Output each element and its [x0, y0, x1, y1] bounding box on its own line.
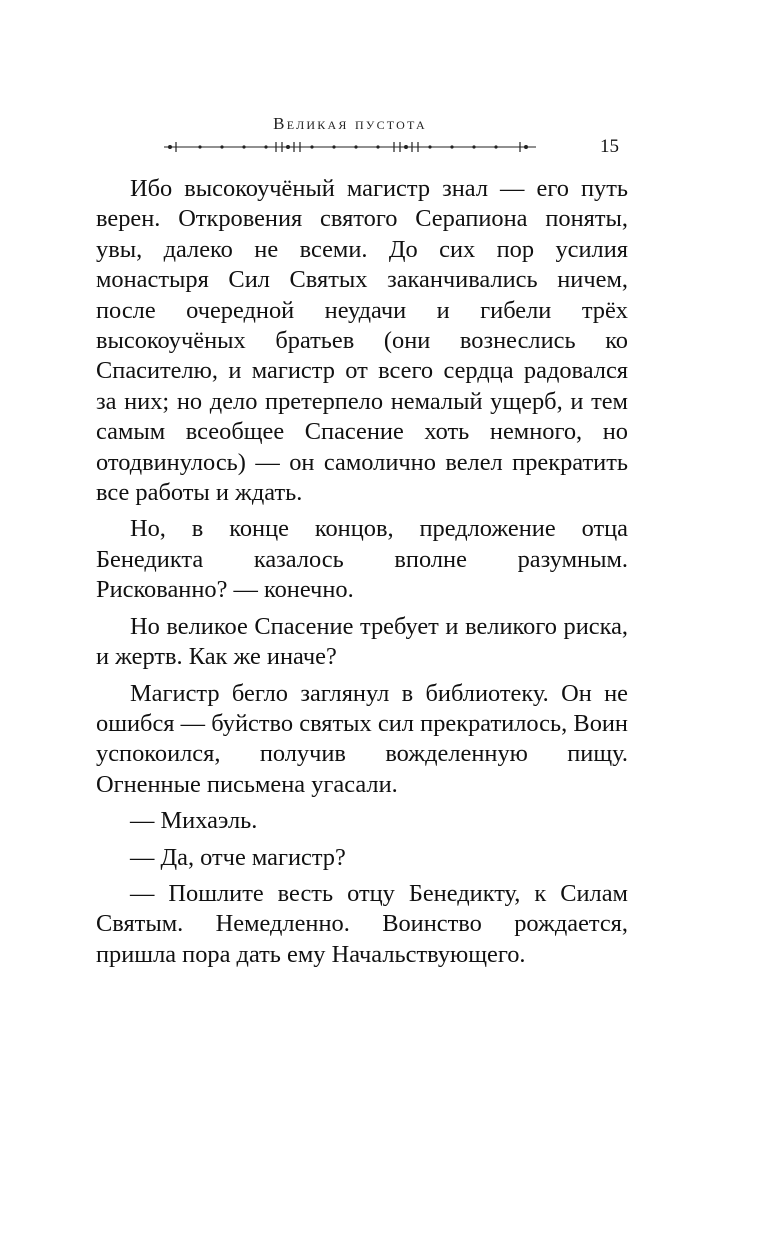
- ornamental-rule: [160, 139, 540, 155]
- paragraph: Но, в конце концов, предложение отца Бенедикта казалось вполне разумным. Рискованно? — конечно.: [96, 515, 628, 604]
- dialogue-line: — Пошлите весть отцу Бенедикту, к Силам Святым. Немедленно. Воинство рождается, пришла пора дать ему Начальствующего.: [96, 879, 628, 968]
- running-title: Великая пустота: [273, 114, 427, 133]
- paragraph: Ибо высокоучёный магистр знал — его путь верен. Откровения святого Серапиона поняты, увы, далеко не всеми. До сих пор усилия монастыря Сил Святых заканчивались ничем, после очередной неудачи и гибели трёх высокоучёных братьев (они вознеслись ко Спасителю, и магистр от всего сердца радовался за них; но дело претерпело немалый ущерб, и тем самым всеобщее Спасение хоть немного, но отодвинулось) — он самолично велел прекратить все работы и ждать.: [96, 175, 628, 507]
- page-number: 15: [600, 136, 619, 157]
- paragraph: Но великое Спасение требует и великого риска, и жертв. Как же иначе?: [96, 612, 628, 671]
- dialogue-line: — Михаэль.: [130, 807, 258, 835]
- body-text: [96, 174, 628, 970]
- dialogue-line: — Да, отче магистр?: [130, 843, 346, 871]
- paragraph: Магистр бегло заглянул в библиотеку. Он не ошибся — буйство святых сил прекратилось, Воин успокоился, получив вожделенную пищу. Огненные письмена угасали.: [96, 679, 628, 798]
